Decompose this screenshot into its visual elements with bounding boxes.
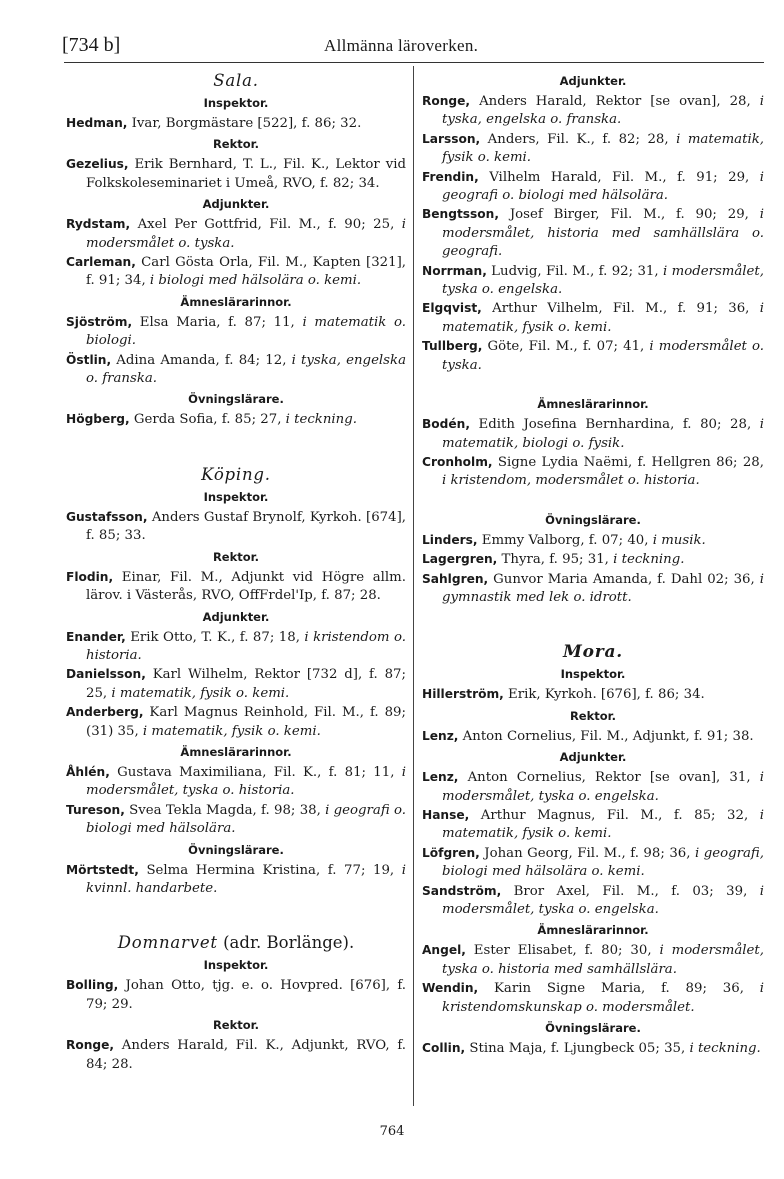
- person-details: Karl Wilhelm, Rektor [732 d], f. 87; 25,: [86, 667, 406, 701]
- person-name: Sahlgren,: [422, 571, 489, 586]
- teaching-subjects: i kristendom o. historia.: [86, 629, 406, 663]
- person-details: Gunvor Maria Amanda, f. Dahl 02; 36,: [488, 571, 760, 587]
- person-details: Ivar, Borgmästare [522], f. 86; 32.: [127, 116, 362, 131]
- teaching-subjects: i modersmålet, tyska o. historia med samhällslära.: [442, 943, 764, 977]
- teaching-subjects: i gymnastik med lek o. idrott.: [442, 571, 764, 605]
- right-column: [422, 70, 764, 1058]
- section-gap: [422, 491, 764, 509]
- person-name: Norrman,: [422, 263, 487, 278]
- person-details: Gerda Sofia, f. 85; 27,: [129, 412, 286, 428]
- person-details: Signe Lydia Naëmi, f. Hellgren 86; 28,: [492, 454, 764, 470]
- person-details: Gustava Maximiliana, Fil. K., f. 81; 11,: [109, 764, 402, 780]
- person-details: Thyra, f. 95; 31,: [497, 552, 614, 568]
- person-name: Enander,: [66, 629, 126, 644]
- town-name: Domnarvet: [117, 933, 218, 953]
- column-divider: [413, 66, 414, 1106]
- person-name: Lenz,: [422, 770, 459, 785]
- teaching-subjects: i matematik, biologi o. fysik.: [442, 417, 764, 451]
- teaching-subjects: i biologi med hälsolära o. kemi.: [149, 273, 362, 289]
- staff-entry: [422, 453, 764, 491]
- staff-entry: [422, 941, 764, 979]
- person-name: Gezelius,: [66, 157, 129, 172]
- staff-entry: [422, 415, 764, 453]
- person-details: Erik, Kyrkoh. [676], f. 86; 34.: [503, 687, 705, 703]
- person-details: Ludvig, Fil. M., f. 92; 31,: [486, 263, 663, 279]
- person-name: Rydstam,: [66, 217, 131, 232]
- person-details: Anton Cornelius, Fil. M., Adjunkt, f. 91; 38.: [458, 728, 754, 744]
- staff-entry: [422, 337, 764, 375]
- person-details: Anders Harald, Fil. K., Adjunkt, RVO, f. 84; 28.: [86, 1038, 406, 1072]
- person-name: Högberg,: [66, 412, 130, 427]
- teaching-subjects: i matematik, fysik o. kemi.: [442, 131, 764, 166]
- staff-heading: Ämneslärarinnor.: [180, 294, 292, 309]
- person-name: Cronholm,: [422, 454, 493, 469]
- person-details: Erik Bernhard, T. L., Fil. K., Lektor vid Folkskoleseminariet i Umeå, RVO, f. 82; 34.: [86, 157, 406, 191]
- person-name: Gustafsson,: [66, 509, 148, 524]
- teaching-subjects: i kvinnl. handarbete.: [86, 862, 406, 896]
- person-details: Edith Josefina Bernhardina, f. 80; 28,: [469, 417, 760, 433]
- staff-entry: [66, 410, 406, 429]
- teaching-subjects: i kristendom, modersmålet o. historia.: [442, 473, 700, 489]
- person-name: Löfgren,: [422, 845, 480, 860]
- staff-entry: [422, 570, 764, 608]
- person-details: Karl Magnus Reinhold, Fil. M., f. 89; (31) 35,: [86, 705, 406, 739]
- staff-entry: [66, 155, 406, 193]
- person-details: Selma Hermina Kristina, f. 77; 19,: [138, 862, 402, 878]
- person-details: Einar, Fil. M., Adjunkt vid Högre allm. lärov. i Västerås, RVO, OffFrdel'Ip, f. 87; 28.: [86, 569, 406, 604]
- person-name: Linders,: [422, 532, 478, 547]
- town-heading: [66, 932, 406, 954]
- town-heading: [66, 70, 406, 92]
- running-title: Allmänna läroverken.: [324, 36, 479, 55]
- town-name: Sala.: [213, 71, 259, 90]
- section-gap: [66, 430, 406, 464]
- person-name: Angel,: [422, 943, 466, 958]
- person-details: Anton Cornelius, Rektor [se ovan], 31,: [458, 770, 760, 786]
- teaching-subjects: i tyska, engelska o. franska.: [442, 94, 764, 128]
- person-name: Bolling,: [66, 978, 119, 993]
- person-name: Hanse,: [422, 807, 470, 822]
- staff-entry: [66, 976, 406, 1014]
- person-name: Frendin,: [422, 169, 479, 184]
- header-rule: [64, 62, 764, 63]
- staff-heading: Adjunkter.: [559, 74, 627, 88]
- person-name: Tureson,: [66, 802, 125, 817]
- staff-heading: Ämneslärarinnor.: [537, 923, 649, 938]
- staff-entry: [422, 768, 764, 806]
- person-name: Lenz,: [422, 728, 459, 743]
- staff-heading: Ämneslärarinnor.: [180, 744, 292, 759]
- person-details: Arthur Magnus, Fil. M., f. 85; 32,: [469, 807, 760, 823]
- person-details: Göte, Fil. M., f. 07; 41,: [482, 339, 650, 355]
- page-number: 764: [379, 1124, 405, 1139]
- person-name: Larsson,: [422, 131, 481, 146]
- staff-entry: [66, 861, 406, 899]
- staff-entry: [422, 806, 764, 844]
- person-name: Elgqvist,: [422, 301, 482, 316]
- staff-entry: [66, 351, 406, 389]
- teaching-subjects: i modersmålet, tyska o. engelska.: [442, 883, 764, 917]
- person-details: Vilhelm Harald, Fil. M., f. 91; 29,: [478, 169, 760, 185]
- teaching-subjects: i matematik o. biologi.: [86, 314, 406, 349]
- staff-entry: [422, 531, 764, 550]
- teaching-subjects: i matematik, fysik o. kemi.: [442, 807, 764, 842]
- person-name: Bodén,: [422, 417, 470, 432]
- teaching-subjects: i modersmålet o. tyska.: [442, 339, 764, 373]
- staff-entry: [422, 130, 764, 168]
- teaching-subjects: i kristendomskunskap o. modersmålet.: [442, 981, 764, 1015]
- teaching-subjects: i modersmålet, tyska o. engelska.: [442, 770, 764, 804]
- person-details: Svea Tekla Magda, f. 98; 38,: [124, 802, 326, 818]
- person-name: Wendin,: [422, 981, 479, 996]
- person-details: Emmy Valborg, f. 07; 40,: [477, 532, 653, 548]
- person-name: Tullberg,: [422, 339, 483, 354]
- staff-entry: [422, 92, 764, 130]
- person-details: Bror Axel, Fil. M., f. 03; 39,: [501, 883, 760, 899]
- teaching-subjects: i modersmålet, historia med samhällslära o. geografi.: [442, 207, 764, 260]
- staff-heading: Inspektor.: [560, 667, 626, 682]
- staff-entry: [422, 844, 764, 882]
- staff-entry: [66, 801, 406, 839]
- teaching-subjects: i modersmålet o. tyska.: [86, 217, 406, 251]
- person-name: Collin,: [422, 1041, 466, 1056]
- person-details: Elsa Maria, f. 87; 11,: [132, 314, 303, 330]
- person-details: Karin Signe Maria, f. 89; 36,: [478, 981, 760, 997]
- staff-heading: Adjunkter.: [202, 609, 270, 624]
- person-details: Carl Gösta Orla, Fil. M., Kapten [321], f. 91; 34,: [86, 255, 406, 289]
- town-address: (adr. Borlänge).: [217, 933, 355, 953]
- person-details: Stina Maja, f. Ljungbeck 05; 35,: [465, 1041, 690, 1057]
- person-name: Ronge,: [66, 1038, 115, 1053]
- staff-heading: Rektor.: [212, 549, 260, 564]
- running-header: [62, 30, 764, 60]
- staff-entry: [422, 168, 764, 206]
- staff-entry: [66, 1036, 406, 1074]
- staff-heading: Övningslärare.: [188, 842, 284, 857]
- staff-heading: Övningslärare.: [545, 1021, 641, 1036]
- staff-entry: [422, 1039, 764, 1058]
- staff-entry: [66, 763, 406, 801]
- teaching-subjects: i matematik, fysik o. kemi.: [142, 723, 321, 739]
- person-name: Åhlén,: [66, 764, 110, 779]
- person-details: Arthur Vilhelm, Fil. M., f. 91; 36,: [481, 301, 760, 317]
- town-heading: [66, 464, 406, 486]
- person-name: Sjöström,: [66, 314, 133, 329]
- staff-heading: Adjunkter.: [559, 750, 627, 765]
- teaching-subjects: i tyska, engelska o. franska.: [86, 352, 406, 387]
- section-gap: [66, 898, 406, 932]
- person-name: Bengtsson,: [422, 207, 499, 222]
- staff-heading: Inspektor.: [203, 958, 269, 973]
- section-gap: [422, 375, 764, 393]
- person-name: Flodin,: [66, 569, 114, 584]
- person-details: Josef Birger, Fil. M., f. 90; 29,: [498, 207, 760, 223]
- person-name: Hillerström,: [422, 687, 504, 702]
- staff-entry: [66, 508, 406, 546]
- person-details: Axel Per Gottfrid, Fil. M., f. 90; 25,: [130, 217, 402, 233]
- person-details: Adina Amanda, f. 84; 12,: [111, 352, 292, 368]
- person-details: Johan Georg, Fil. M., f. 98; 36,: [479, 845, 695, 861]
- staff-heading: Inspektor.: [203, 489, 269, 504]
- staff-heading: Övningslärare.: [188, 392, 284, 407]
- person-details: Ester Elisabet, f. 80; 30,: [465, 943, 660, 959]
- person-name: Hedman,: [66, 116, 128, 130]
- staff-entry: [66, 568, 406, 606]
- person-details: Johan Otto, tjg. e. o. Hovpred. [676], f. 79; 29.: [86, 978, 406, 1012]
- staff-heading: Rektor.: [212, 137, 260, 152]
- teaching-subjects: i modersmålet, tyska o. engelska.: [442, 263, 764, 298]
- person-details: Erik Otto, T. K., f. 87; 18,: [125, 629, 305, 645]
- section-gap: [422, 607, 764, 641]
- staff-entry: [422, 550, 764, 569]
- staff-entry: [422, 685, 764, 704]
- staff-entry: [66, 628, 406, 666]
- staff-heading: Inspektor.: [203, 96, 269, 110]
- teaching-subjects: i geografi o. biologi med hälsolära.: [86, 802, 406, 837]
- person-name: Sandström,: [422, 883, 502, 898]
- staff-entry: [422, 727, 764, 746]
- teaching-subjects: i teckning.: [613, 552, 685, 568]
- teaching-subjects: i matematik, fysik o. kemi.: [111, 685, 290, 701]
- page-reference: [734 b]: [62, 34, 121, 56]
- staff-heading: Rektor.: [569, 708, 617, 723]
- staff-entry: [422, 262, 764, 300]
- staff-entry: [66, 703, 406, 741]
- teaching-subjects: i modersmålet, tyska o. historia.: [86, 764, 406, 799]
- staff-heading: Ämneslärarinnor.: [537, 397, 649, 412]
- person-name: Carleman,: [66, 255, 136, 270]
- staff-heading: Rektor.: [212, 1018, 260, 1033]
- person-name: Ronge,: [422, 94, 471, 108]
- person-details: Anders Gustaf Brynolf, Kyrkoh. [674], f. 85; 33.: [86, 509, 406, 544]
- staff-entry: [66, 665, 406, 703]
- staff-entry: [66, 114, 406, 133]
- staff-entry: [422, 882, 764, 920]
- person-name: Östlin,: [66, 352, 112, 367]
- person-name: Lagergren,: [422, 552, 498, 567]
- teaching-subjects: i geografi o. biologi med hälsolära.: [442, 169, 764, 204]
- person-name: Mörtstedt,: [66, 862, 139, 877]
- staff-entry: [66, 215, 406, 253]
- teaching-subjects: i teckning.: [285, 412, 357, 428]
- person-details: Anders Harald, Rektor [se ovan], 28,: [470, 94, 760, 109]
- teaching-subjects: i musik.: [652, 532, 706, 548]
- teaching-subjects: i matematik, fysik o. kemi.: [442, 301, 764, 335]
- staff-entry: [66, 313, 406, 351]
- staff-entry: [422, 205, 764, 261]
- person-name: Anderberg,: [66, 705, 144, 720]
- town-heading: [422, 641, 764, 663]
- person-details: Anders, Fil. K., f. 82; 28,: [480, 131, 677, 147]
- teaching-subjects: i teckning.: [689, 1041, 761, 1057]
- staff-entry: [422, 299, 764, 337]
- staff-entry: [66, 253, 406, 291]
- town-name: Mora.: [562, 642, 624, 663]
- staff-heading: Adjunkter.: [202, 197, 270, 212]
- teaching-subjects: i geografi, biologi med hälsolära o. kemi.: [442, 845, 764, 880]
- left-column: [66, 70, 406, 1074]
- town-name: Köping.: [201, 464, 271, 484]
- staff-entry: [422, 979, 764, 1017]
- person-name: Danielsson,: [66, 667, 146, 682]
- staff-heading: Övningslärare.: [545, 512, 641, 527]
